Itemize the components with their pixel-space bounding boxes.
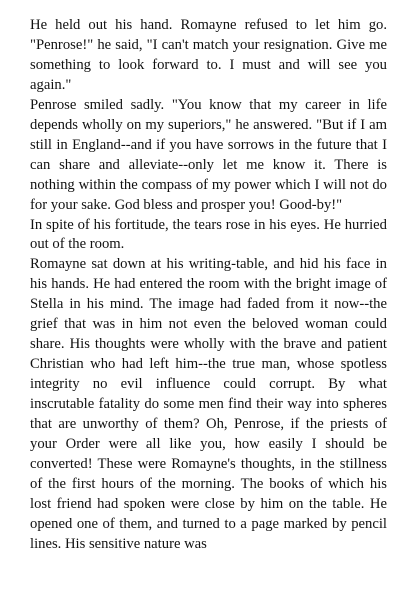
paragraph-3: In spite of his fortitude, the tears rose in his eyes. He hurried out of the room. [30, 216, 387, 253]
document-page [30, 16, 387, 555]
paragraph-1: He held out his hand. Romayne refused to let him go. "Penrose!" he said, "I can't match your resignation. Give me something to look forward to. I must and will see you again." [30, 17, 387, 93]
paragraph-2: Penrose smiled sadly. "You know that my career in life depends wholly on my superiors," he answered. "But if I am still in England--and if you have sorrows in the future that I can share and alleviate--only let me know it. There is nothing within the compass of my power which I will not do for your sake. God bless and prosper you! Good-by!" [30, 96, 387, 213]
paragraph-4: Romayne sat down at his writing-table, and hid his face in his hands. He had entered the room with the bright image of Stella in his mind. The image had faded from it now--the grief that was in him not even the beloved woman could share. His thoughts were wholly with the brave and patient Christian who had left him--the true man, whose spotless integrity no evil influence could corrupt. By what inscrutable fatality do some men find their way into spheres that are unworthy of them? Oh, Penrose, if the priests of your Order were all like you, how easily I should be converted! These were Romayne's thoughts, in the stillness of the first hours of the morning. The books of which his lost friend had spoken were close by him on the table. He opened one of them, and turned to a page marked by pencil lines. His sensitive nature was [30, 256, 387, 552]
